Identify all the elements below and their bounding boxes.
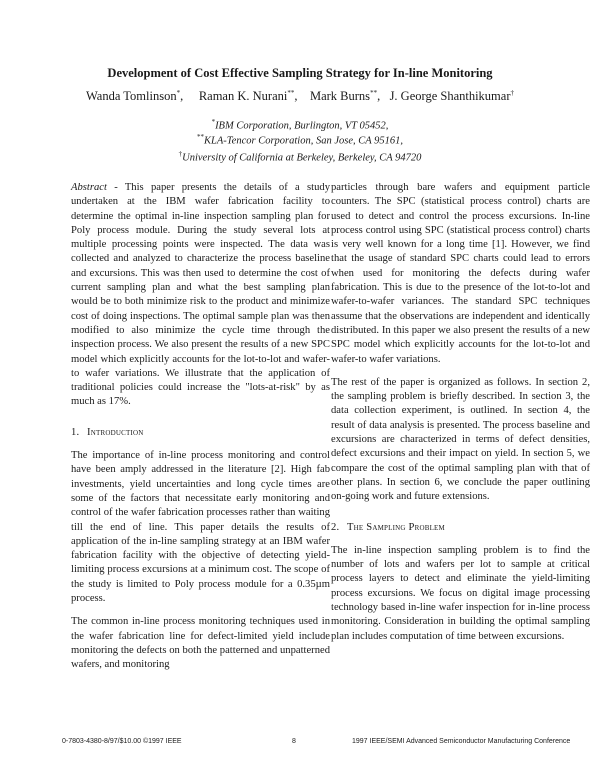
paragraph: The importance of in-line process monitoring and control have been amply addressed in the literature [2]. High fab investments, yield uncertainties and long cycle times are some of the factors that necessitate early monitoring and control of the wafer fabrication processes rather than waiting till the end of line. This paper details the results of application of the in-line sampling strategy at an IBM wafer fabrication facility with the objective of detecting yield-limiting process excursions at a minimum cost. The scope of the study is limited to Poly process module for a 0.35µm process. (71, 450, 330, 605)
affiliation (40, 133, 560, 147)
author-mark: ** (370, 89, 378, 97)
section-heading (71, 426, 330, 440)
footer-conference: 1997 IEEE/SEMI Advanced Semiconductor Manufacturing Conference (352, 738, 571, 745)
paragraph: The in-line inspection sampling problem is to find the number of lots and wafers per lot to sample at critical process layers to detect and eliminate the yield-limiting process excursions. We focus on digital image processing technology based in-line wafer inspection for in-line process monitoring. Consideration in building the optimal sampling plan includes computation of time between excursions. (331, 544, 590, 642)
paragraph: particles through bare wafers and equipment particle counters. The SPC (statistical process control) charts are used to detect and control the process excursions. In-line process control using SPC (statistical process control) charts is very well known for a long time [1]. However, we find that the usage of standard SPC charts could lead to errors when used for monitoring the defects during wafer fabrication. This is due to the presence of the lot-to-lot and wafer-to-wafer variances. The standard SPC techniques assume that the observations are independent and identically distributed. In this paper we also present the results of a new SPC model which explicitly accounts for the lot-to-lot and wafer-to wafer variations. (331, 182, 590, 365)
affiliation (40, 150, 560, 164)
paragraph: The rest of the paper is organized as follows. In section 2, the sampling problem is briefly described. In section 3, the data collection experiment, is outlined. In section 4, the result of data analysis is presented. The process baseline and excursions are characterized in terms of defect densities, defect excursions and their impact on yield. In section 5, we compare the cost of the optimal sampling plan with that of other plans. In section 6, we conclude the paper outlining on-going work and future extensions. (331, 376, 590, 503)
abstract-text: - This paper presents the details of a study undertaken at the IBM wafer fabrication facility to determine the optimal in-line inspection sampling plan for Poly process module. During the study several lots at multiple processing points were inspected. The data was collected and analyzed to characterize the process baseline and excursions. This was then used to determine the cost of current sampling plan and what the best sampling plan would be to both minimize risk to the product and minimize cost of doing inspections. The optimal sample plan was then modified to also minimize the cycle time through the inspection process. We also present the results of a new SPC model which explicitly accounts for the lot-to-lot and wafer-to wafer variations. We illustrate that the application of traditional policies could increase the "lots-at-risk" by as much as 17%. (71, 182, 330, 408)
affiliation-mark: * (211, 118, 216, 126)
author-mark: † (510, 89, 514, 97)
affiliation-text: University of California at Berkeley, Berkeley, CA 94720 (182, 152, 422, 164)
footer-page-number: 8 (292, 738, 296, 745)
author-name: J. George Shanthikumar (389, 89, 511, 104)
affiliation-mark: ** (197, 133, 205, 141)
author-mark: * (176, 89, 181, 97)
author-name: Wanda Tomlinson (85, 89, 177, 104)
section-number: 1. (71, 426, 80, 438)
affiliation-mark: † (178, 150, 183, 158)
affiliation (40, 118, 560, 132)
section-title: The Sampling Problem (347, 521, 445, 533)
paper-title: Development of Cost Effective Sampling Strategy for In-line Monitoring (107, 66, 493, 80)
abstract (71, 181, 330, 410)
author-list: Wanda Tomlinson*, Raman K. Nurani**, Mark Burns**, J. George Shanthikumar† (85, 89, 514, 104)
left-column (71, 181, 330, 682)
author-name: Raman K. Nurani (198, 89, 288, 104)
affiliation-text: IBM Corporation, Burlington, VT 05452, (215, 120, 389, 132)
right-column (331, 181, 590, 653)
abstract-label: Abstract (71, 182, 107, 193)
section-number: 2. (331, 521, 340, 533)
author-name: Mark Burns (309, 89, 371, 104)
author-mark: ** (287, 89, 295, 97)
section-heading (331, 521, 590, 535)
footer-copyright: 0-7803-4380-8/97/$10.00 ©1997 IEEE (62, 738, 182, 745)
section-title: Introduction (87, 426, 144, 438)
affiliation-text: KLA-Tencor Corporation, San Jose, CA 95161, (204, 135, 403, 147)
paragraph: The common in-line process monitoring techniques used in the wafer fabrication line for defect-limited yield include monitoring the defects on both the patterned and unpatterned wafers, and monitoring (71, 616, 330, 671)
